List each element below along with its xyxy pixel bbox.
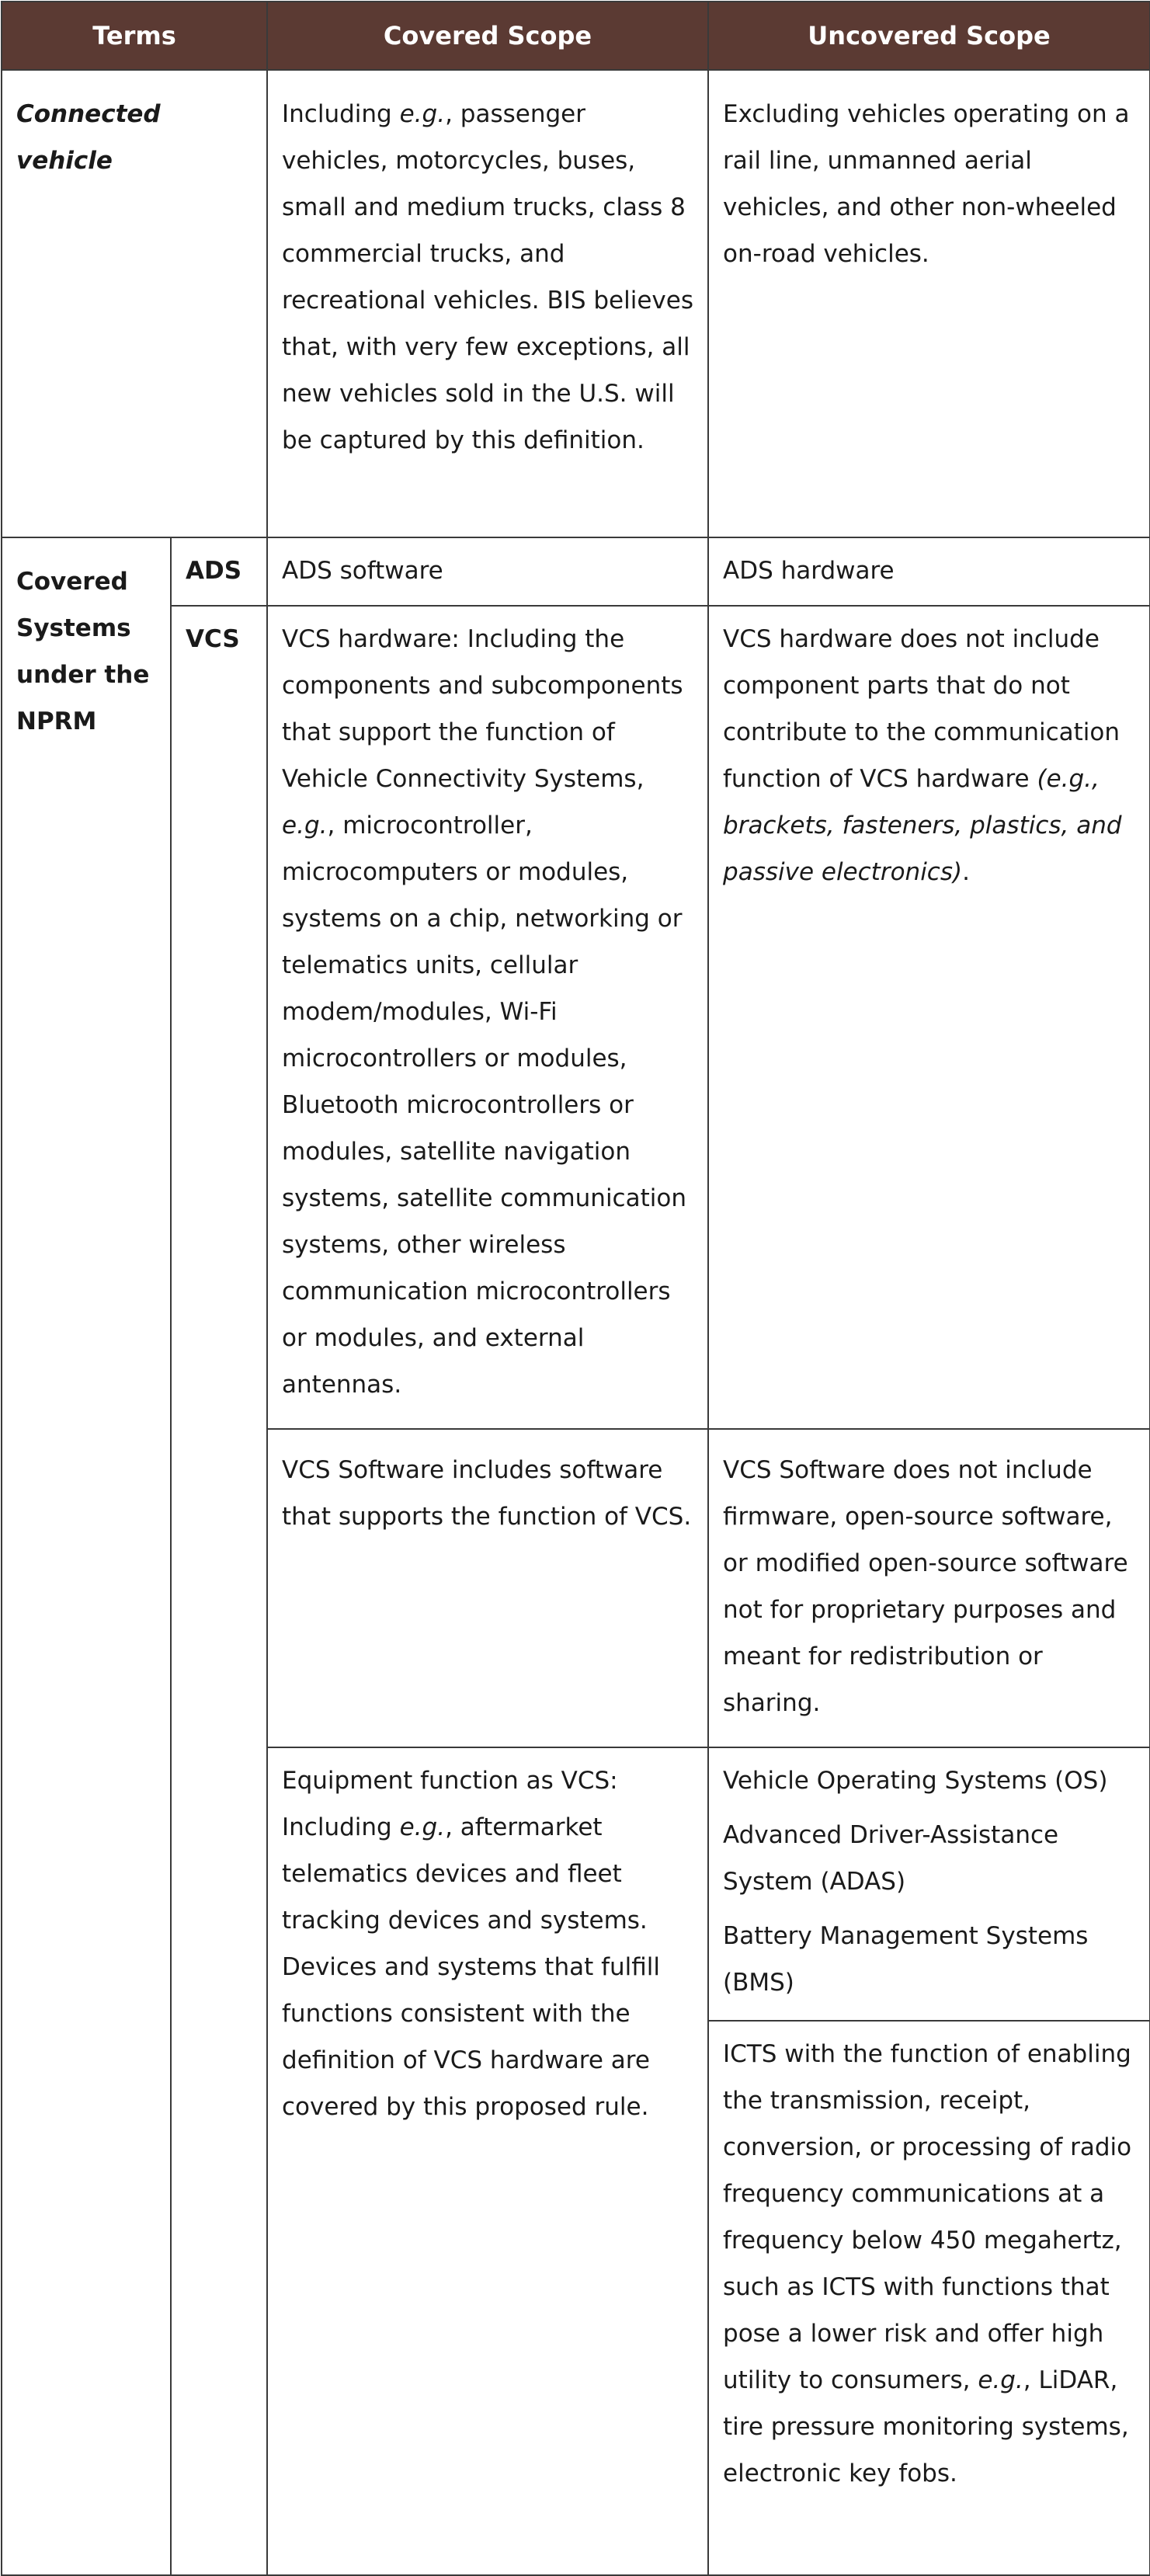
text-segment: Equipment function as VCS: Including (282, 1767, 618, 1841)
uncovered-vcs-hardware (708, 606, 1150, 1429)
list-item: Advanced Driver-Assistance System (ADAS) (723, 1821, 1059, 1896)
scope-table (1, 1, 1150, 2576)
term-connected-vehicle-label: Connected vehicle (16, 100, 161, 175)
header-covered-scope: Covered Scope (267, 2, 708, 70)
term-vcs-label: VCS (186, 625, 240, 653)
text-segment: , aftermarket telematics devices and fleet tracking devices and systems. Devices and systems that fulfill functions consistent with the definition of VCS hardware are covered by this proposed rule. (282, 1813, 661, 2121)
row-ads (2, 537, 1150, 606)
term-covered-systems (2, 537, 171, 2575)
header-terms: Terms (2, 2, 267, 70)
uncovered-vcs-software: VCS Software does not include firmware, open-source software, or modified open-source software not for proprietary purposes and meant for redistribution or sharing. (708, 1429, 1150, 1747)
covered-vcs-software: VCS Software includes software that supports the function of VCS. (267, 1429, 708, 1747)
text-segment: , microcontroller, microcomputers or modules, systems on a chip, networking or telematics units, cellular modem/modules, Wi-Fi microcontrollers or modules, Bluetooth microcontrollers or modules, satellite navigation systems, satellite communication systems, other wireless communication microcontrollers or modules, and external antennas. (282, 812, 686, 1399)
header-uncovered-scope: Uncovered Scope (708, 2, 1150, 70)
term-connected-vehicle (2, 70, 267, 537)
text-segment: , passenger vehicles, motorcycles, buses, small and medium trucks, class 8 commercial trucks, and recreational vehicles. BIS believes that, with very few exceptions, all new vehicles sold in the U.S. will be captured by this definition. (282, 100, 693, 454)
term-ads (171, 537, 267, 606)
eg-italic: e.g. (399, 100, 446, 128)
covered-ads: ADS software (267, 537, 708, 606)
text-segment: . (962, 858, 970, 886)
examples-italic: (e.g., brackets, fasteners, plastics, and passive electronics) (723, 765, 1122, 886)
term-vcs (171, 606, 267, 2575)
eg-italic: e.g. (282, 812, 328, 840)
uncovered-vcs-icts (708, 2021, 1150, 2575)
text-segment: , LiDAR, tire pressure monitoring systems, electronic key fobs. (723, 2366, 1129, 2487)
covered-vcs-hardware (267, 606, 708, 1429)
covered-vcs-equipment (267, 1747, 708, 2575)
header-row (2, 2, 1150, 70)
text-segment: ICTS with the function of enabling the transmission, receipt, conversion, or processing of radio frequency communications at a frequency below 450 megahertz, such as ICTS with functions that pose a lower risk and offer high utility to consumers, (723, 2040, 1132, 2394)
eg-italic: e.g. (978, 2366, 1023, 2394)
uncovered-ads: ADS hardware (708, 537, 1150, 606)
uncovered-connected-vehicle: Excluding vehicles operating on a rail line, unmanned aerial vehicles, and other non-wheeled on-road vehicles. (708, 70, 1150, 537)
row-connected-vehicle (2, 70, 1150, 537)
text-segment: VCS hardware does not include component parts that do not contribute to the communication function of VCS hardware (723, 625, 1120, 793)
term-ads-label: ADS (186, 557, 242, 585)
uncovered-vcs-equipment (708, 1747, 1150, 2021)
term-covered-systems-label: Covered Systems under the NPRM (16, 568, 150, 735)
covered-connected-vehicle (267, 70, 708, 537)
row-vcs-hardware (2, 606, 1150, 1429)
eg-italic: e.g. (399, 1813, 446, 1841)
text-segment: Including (282, 100, 400, 128)
text-segment: VCS hardware: Including the components and subcomponents that support the function of Vehicle Connectivity Systems, (282, 625, 683, 793)
list-item: Vehicle Operating Systems (OS) (723, 1767, 1108, 1795)
list-item: Battery Management Systems (BMS) (723, 1922, 1089, 1997)
